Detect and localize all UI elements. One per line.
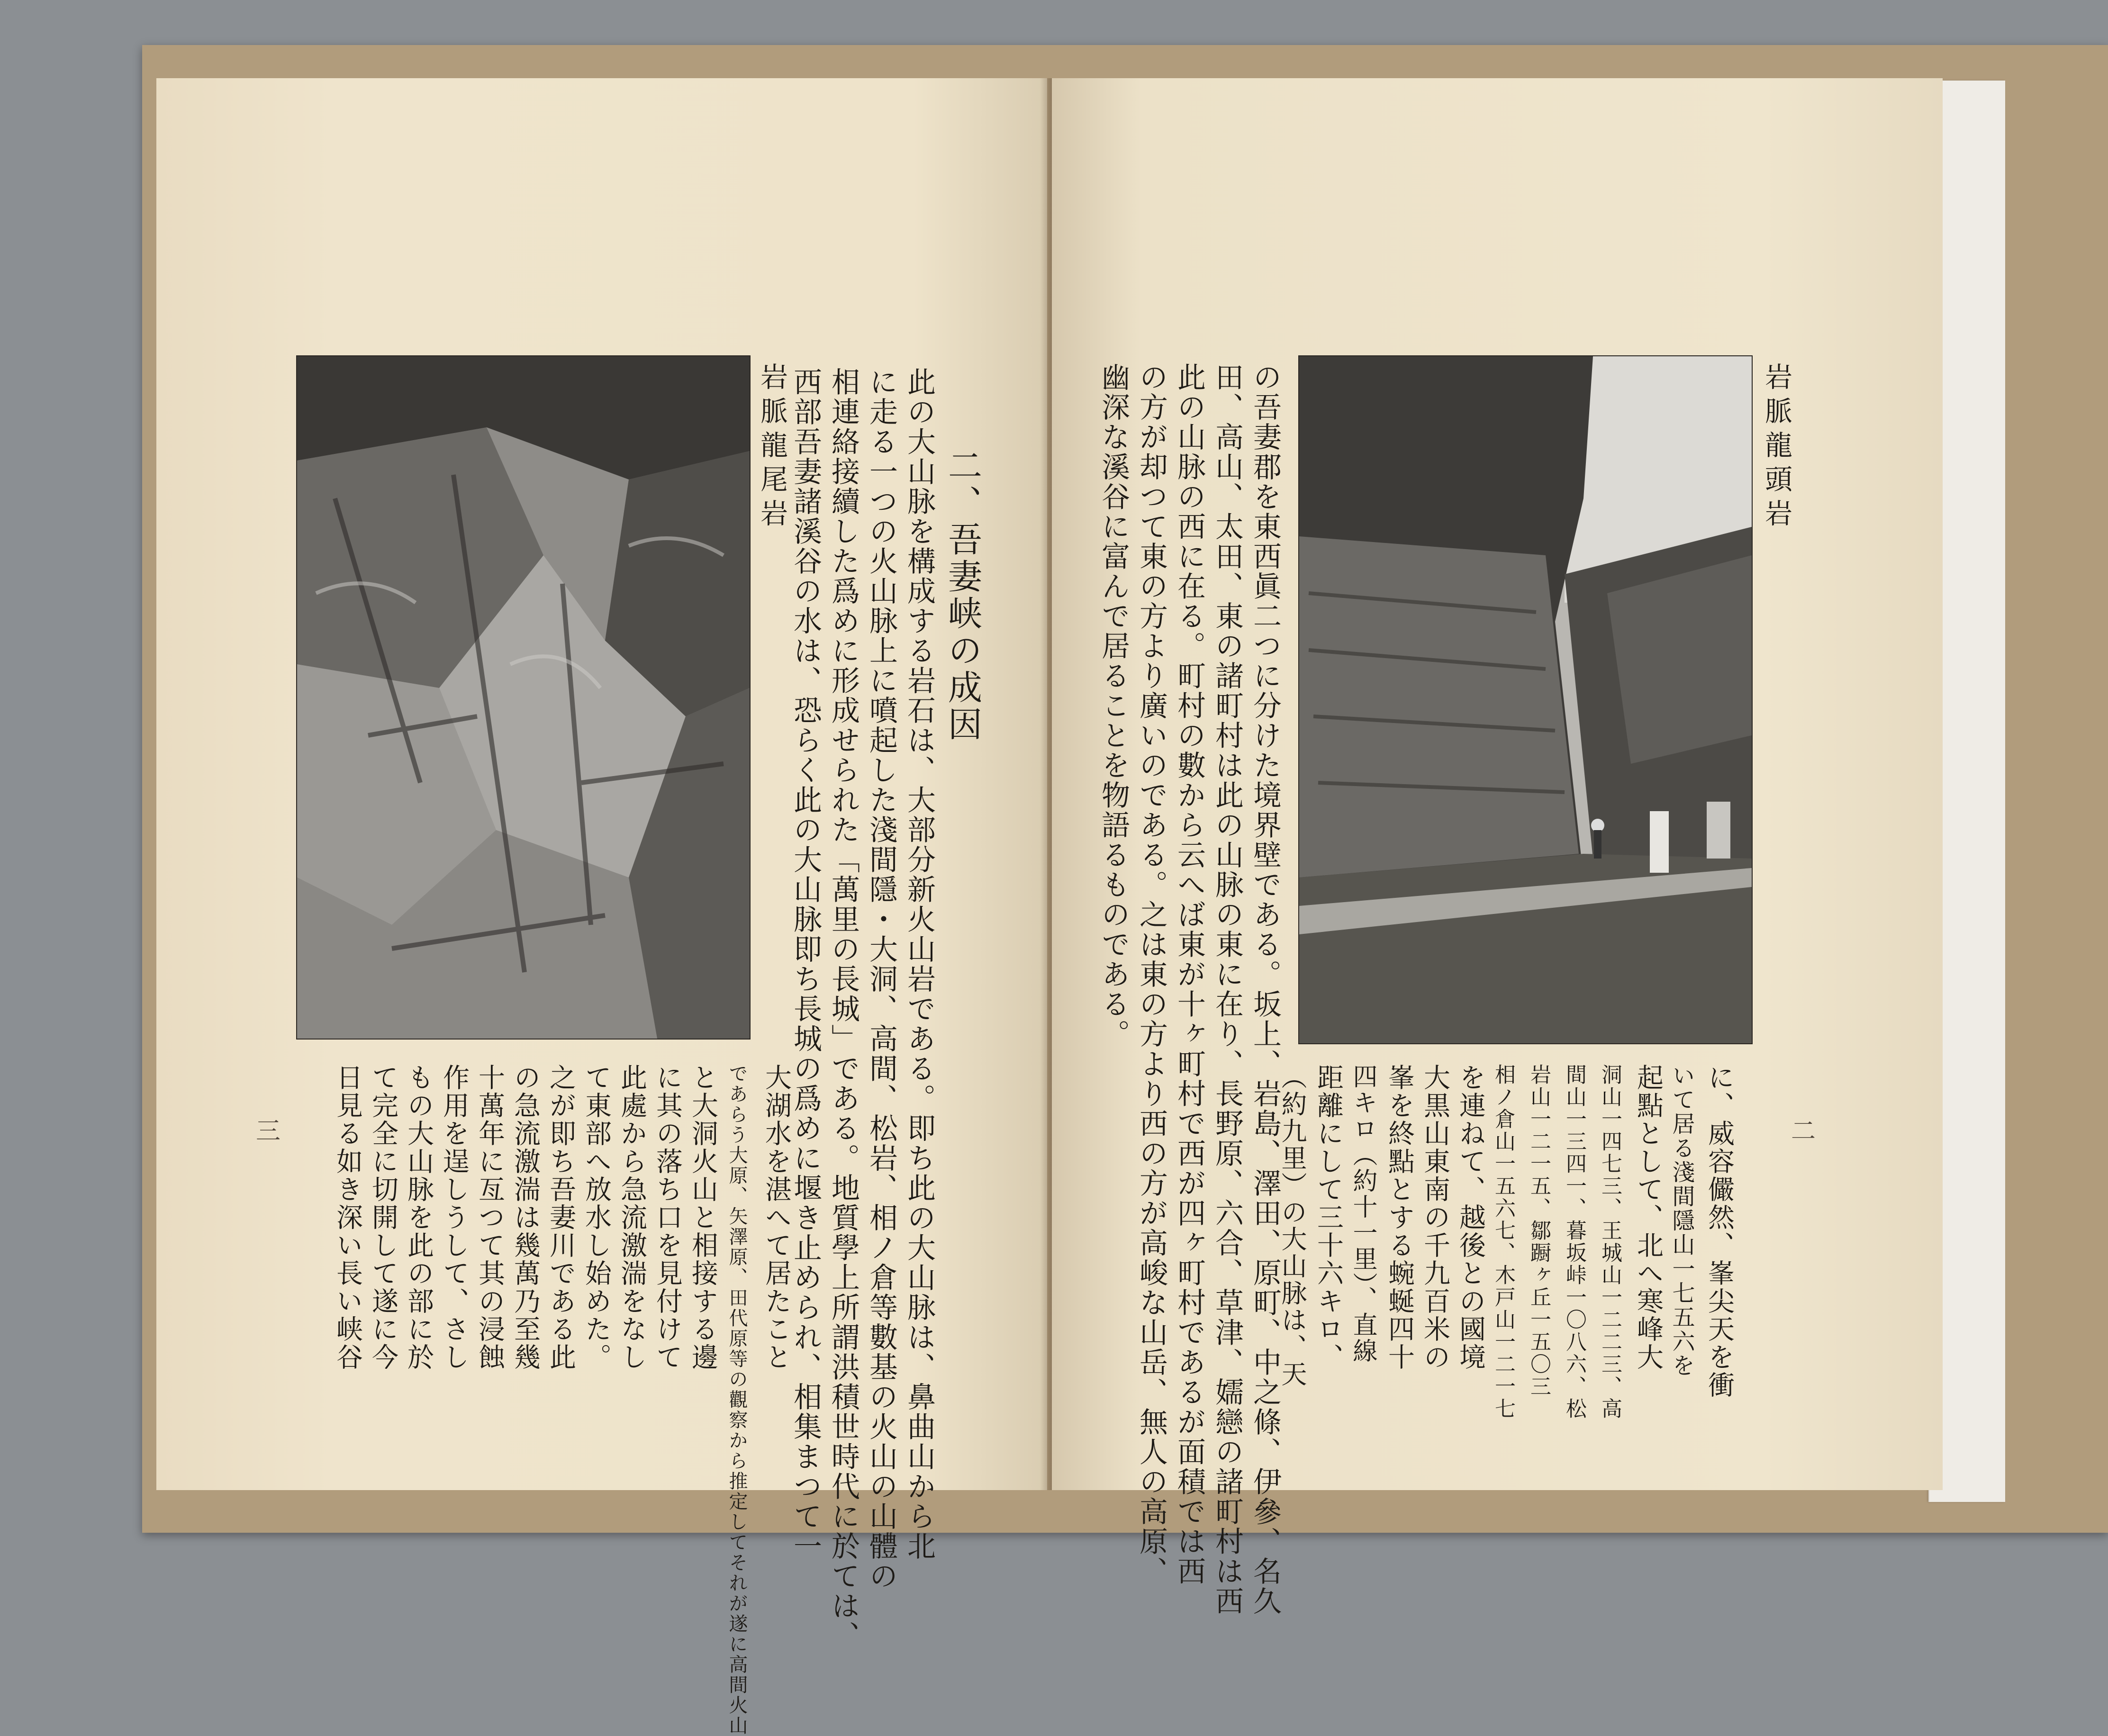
body-column: 起點として、北へ寒峰大 [1633,1064,1664,1371]
page-number-left: 三 [256,1117,281,1146]
body-column: 相ノ倉山一五六七、木戸山一二一七 [1491,1064,1515,1420]
body-column: もの大山脉を此の部に於 [403,1064,434,1371]
rock-face-photo [296,355,751,1040]
body-column: 田、高山、太田、東の諸町村は此の山脉の東に在り、長野原、六合、草津、嬬戀の諸町村は西 [1211,362,1244,1616]
body-column: 大黒山東南の千九百米の [1420,1064,1450,1371]
body-column: 十萬年に亙つて其の浸蝕 [474,1064,505,1371]
body-column: （約九里）の大山脉は、天 [1277,1064,1307,1388]
body-column: 相連絡接續した爲めに形成せられた「萬里の長城」である。地質學上所謂洪積世時代に於ては、 [827,367,860,1651]
body-column: を連ねて、越後との國境 [1455,1064,1486,1371]
body-column: 日見る如き深い長い峡谷 [332,1064,363,1371]
body-column: 大湖水を湛へて居たこと [761,1064,792,1371]
cliff-road-photo [1298,355,1753,1044]
body-column: に其の落ち口を見付けて [652,1064,683,1371]
photo-caption-left: 岩脈龍尾岩 [756,362,788,533]
body-column: に、威容儼然、峯尖天を衝 [1704,1064,1735,1399]
body-column: 此處から急流激湍をなし [616,1064,647,1371]
body-column: 距離にして三十六キロ、 [1313,1064,1344,1371]
body-column: 岩山一二一五、鄒蹰ヶ丘一五〇三 [1527,1064,1551,1398]
left-page [156,78,1047,1736]
body-column: の吾妻郡を東西眞二つに分けた境界壁である。坂上、岩島、澤田、原町、中之條、伊參、名久 [1249,362,1282,1616]
section-heading: 二、吾妻峡の成因 [942,448,982,743]
body-column: 西部吾妻諸溪谷の水は、恐らく此の大山脉即ち長城の爲めに堰き止められ、相集まつて一 [789,367,822,1561]
body-column: 之が即ち吾妻川である此 [545,1064,576,1371]
body-column: て完全に切開して遂に今 [368,1064,398,1371]
body-column: の方が却つて東の方より廣いのである。之は東の方より西の方が高峻な山岳、無人の高原、 [1135,362,1168,1586]
body-column: 間山一三四一、暮坂峠一〇八六、松 [1562,1064,1586,1420]
body-column: であらう大原、矢澤原、田代原等の觀察から推定してそれが遂に高間火山 [726,1064,748,1736]
body-column: て東部へ放水し始めた。 [581,1064,612,1371]
right-page [1052,78,1943,1616]
body-column: 洞山一四七三、王城山一二二三、高 [1598,1064,1622,1420]
body-column: いて居る淺間隱山一七五六を [1668,1064,1695,1378]
page-number-right: 二 [1791,1117,1816,1146]
body-column: 幽深な溪谷に富んで居ることを物語るものである。 [1097,362,1130,1049]
body-column: に走る一つの火山脉上に噴起した淺間隱・大洞、高間、松岩、相ノ倉等數基の火山の山體の [865,367,898,1591]
body-column: の急流激湍は幾萬乃至幾 [510,1064,541,1371]
body-column: 作用を逞しうして、さし [439,1064,470,1371]
photo-caption-right: 岩脈龍頭岩 [1760,362,1792,533]
body-column: と大洞火山と相接する邊 [688,1064,718,1371]
body-column: 此の大山脉を構成する岩石は、大部分新火山岩である。即ち此の大山脉は、鼻曲山から北 [903,367,936,1561]
body-column: 四キロ（約十一里）、直線 [1348,1064,1377,1364]
body-column: 此の山脉の西に在る。町村の數から云へば東が十ヶ町村で西が四ヶ町村であるが面積では西 [1173,362,1206,1586]
body-column: 峯を終點とする蜿蜒四十 [1384,1064,1415,1371]
